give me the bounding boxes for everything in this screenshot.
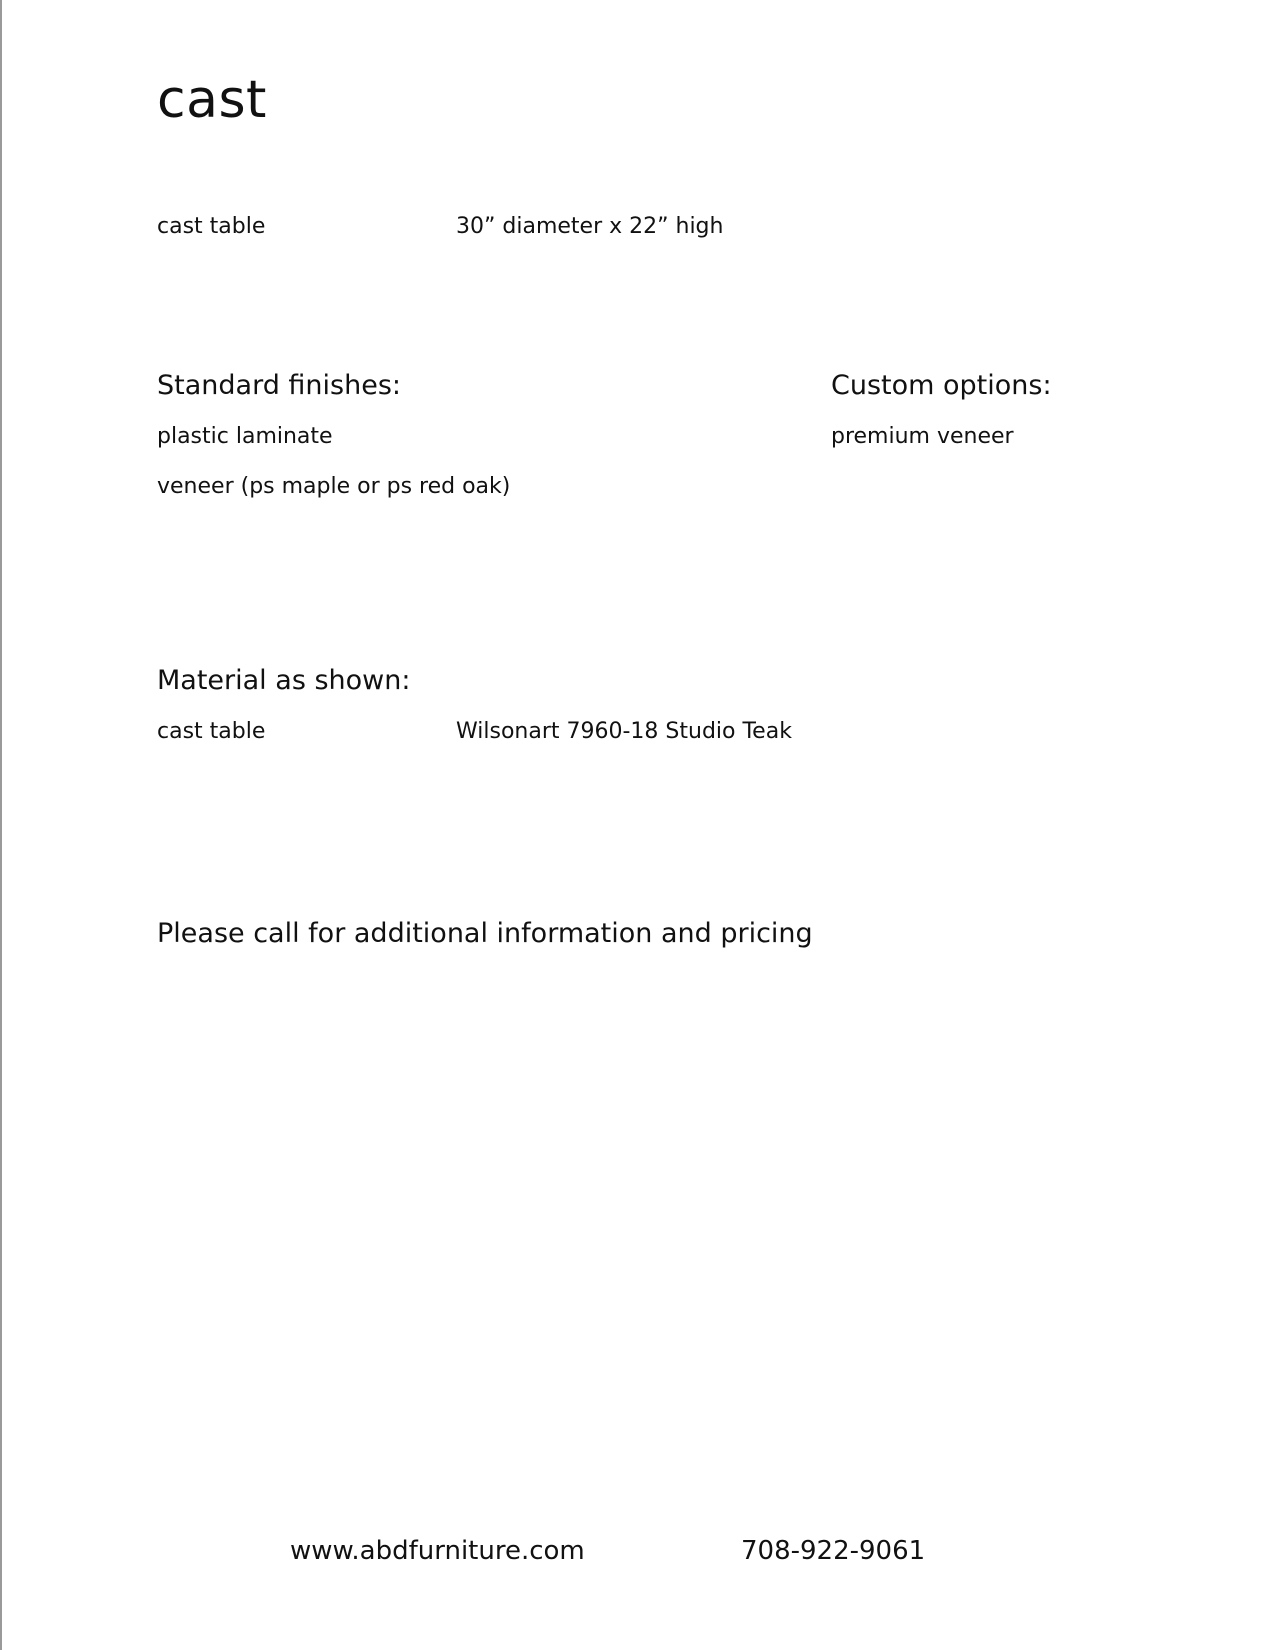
- footer-website-link[interactable]: www.abdfurniture.com: [290, 1536, 585, 1566]
- standard-finish-item: plastic laminate: [157, 424, 333, 449]
- pricing-note: Please call for additional information and pricing: [157, 918, 813, 949]
- page-left-edge-rule: [0, 0, 2, 1650]
- custom-options-heading: Custom options:: [831, 370, 1052, 401]
- page-title: cast: [157, 70, 267, 130]
- dimensions-value: 30” diameter x 22” high: [456, 214, 724, 239]
- standard-finish-item: veneer (ps maple or ps red oak): [157, 474, 511, 499]
- material-value: Wilsonart 7960-18 Studio Teak: [456, 719, 792, 744]
- footer-phone: 708-922-9061: [741, 1536, 926, 1566]
- material-label: cast table: [157, 719, 266, 744]
- standard-finishes-heading: Standard finishes:: [157, 370, 401, 401]
- dimensions-label: cast table: [157, 214, 266, 239]
- custom-option-item: premium veneer: [831, 424, 1014, 449]
- material-as-shown-heading: Material as shown:: [157, 665, 411, 696]
